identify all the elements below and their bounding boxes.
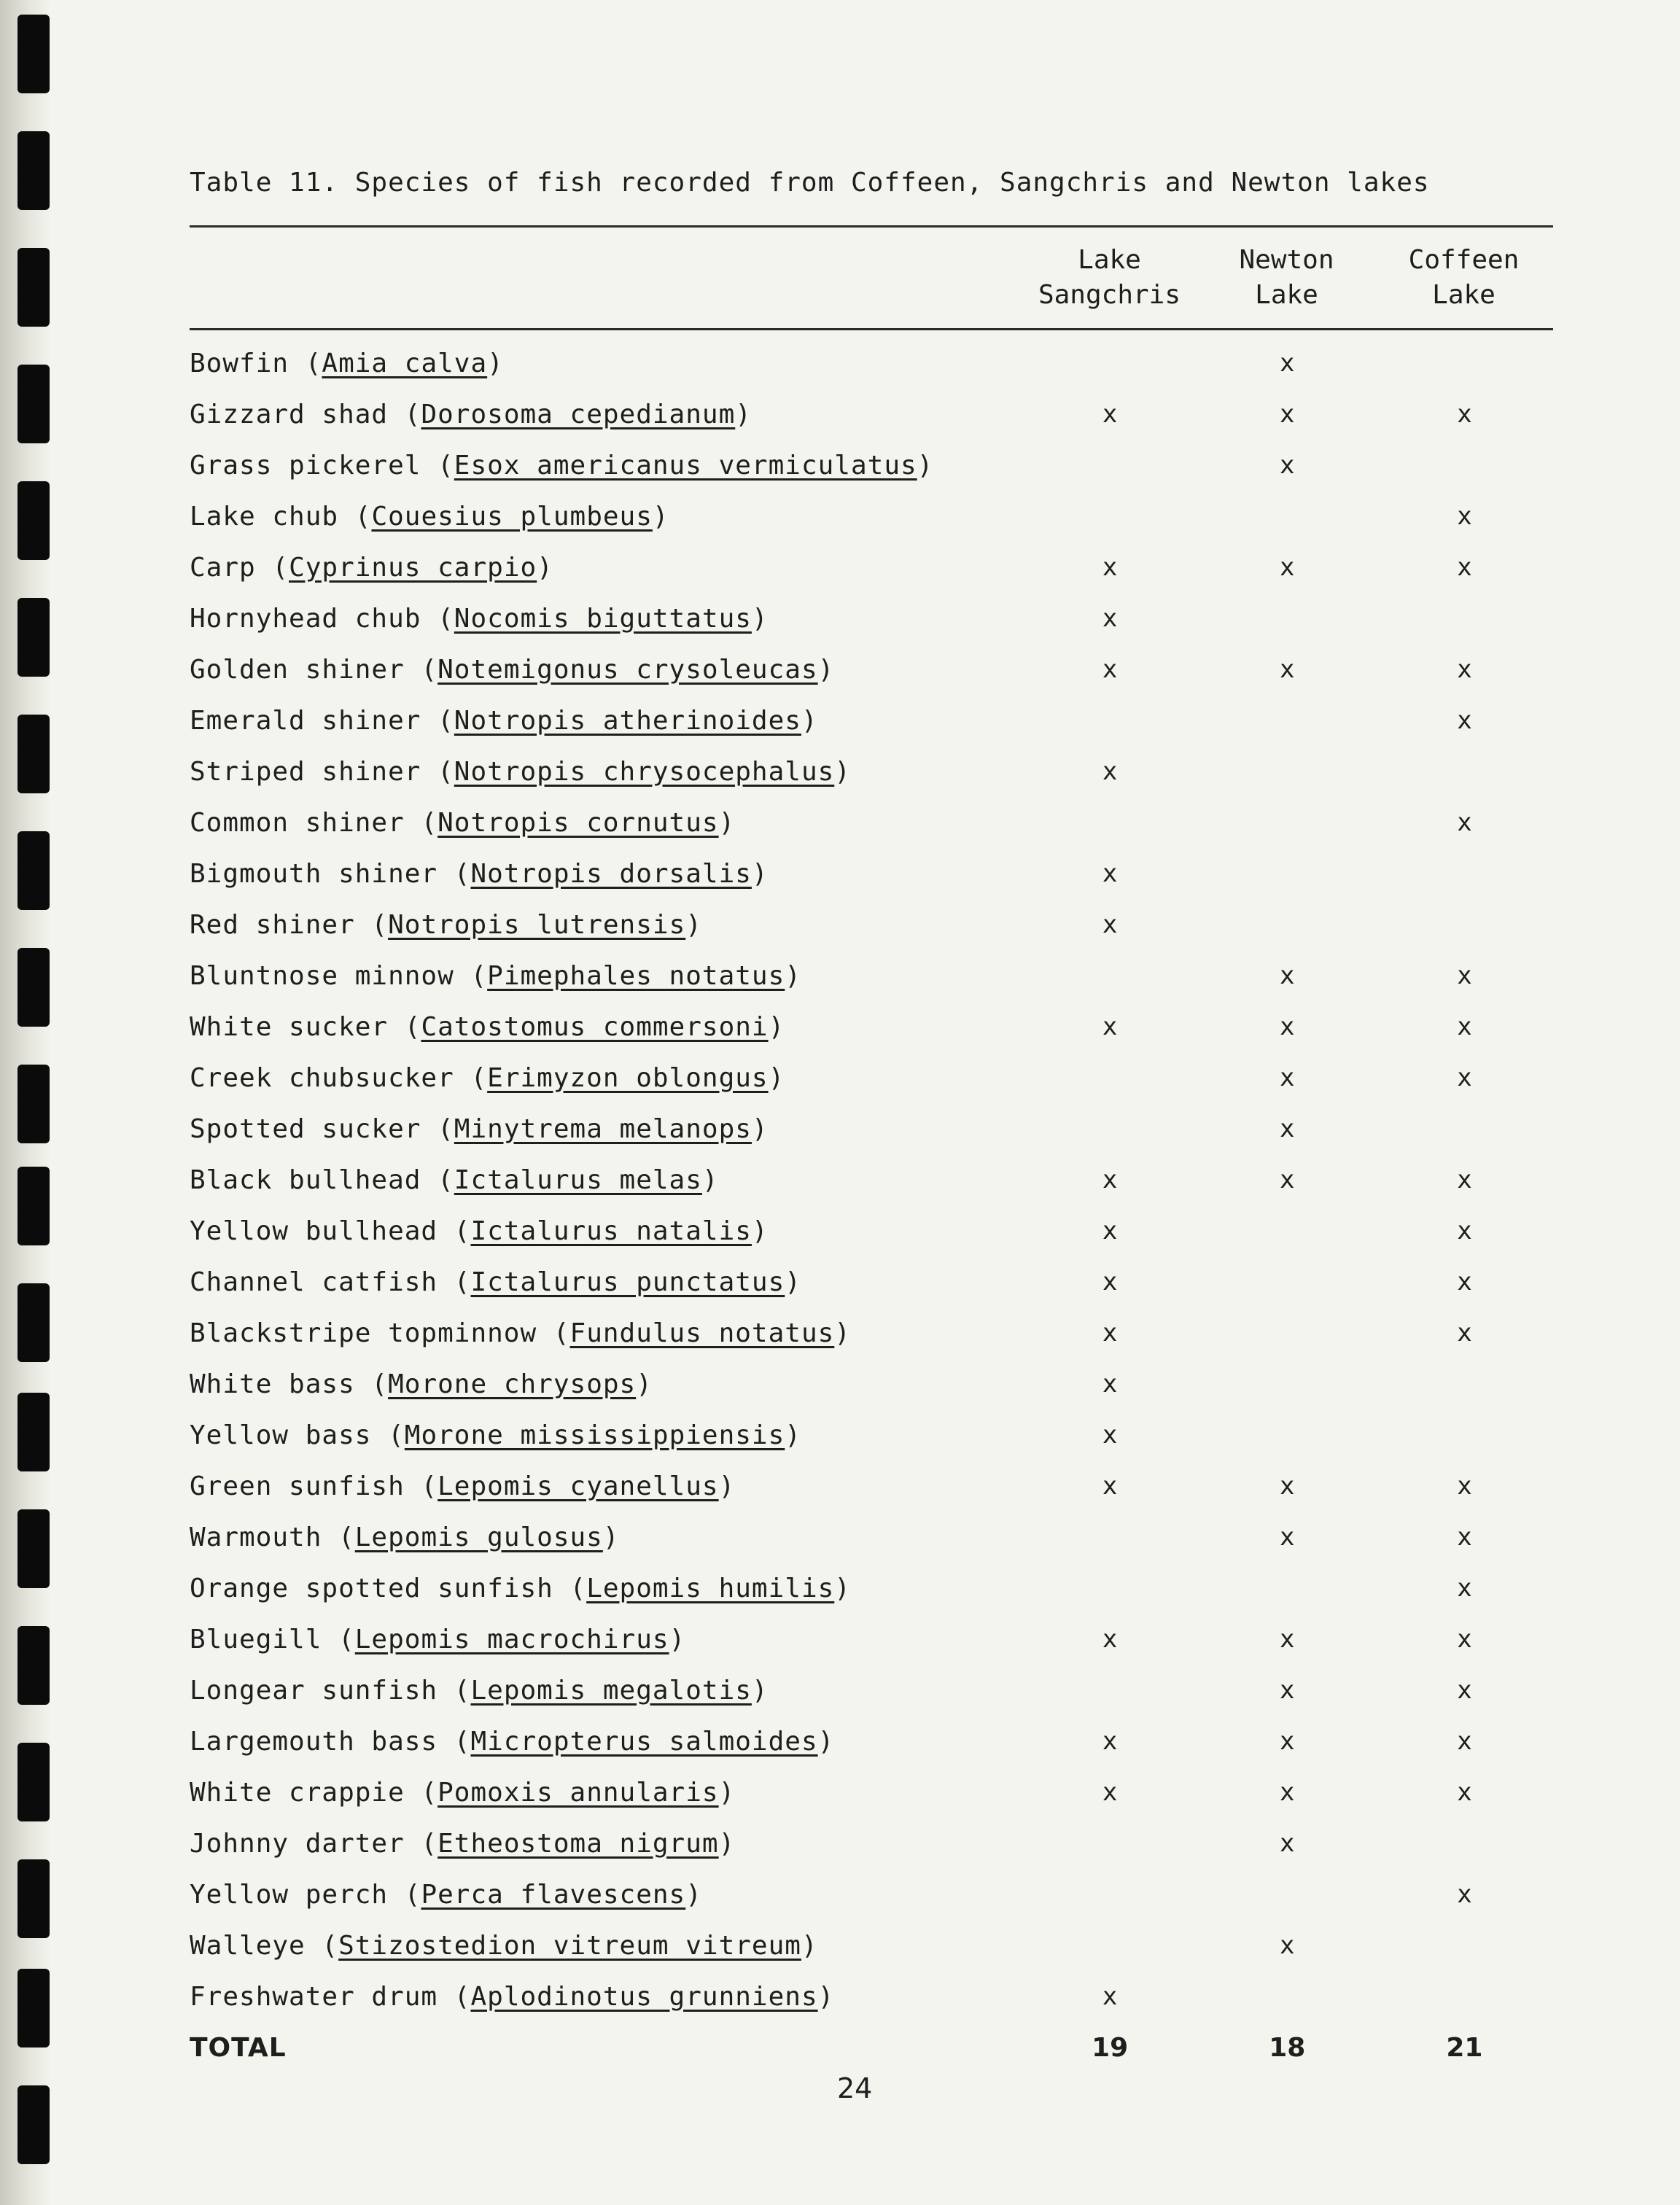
species-row — [190, 338, 1553, 389]
mark-coffeen: x — [1457, 655, 1472, 684]
species-row — [190, 1358, 1553, 1409]
mark-coffeen: x — [1457, 1574, 1472, 1603]
mark-newton — [1199, 1971, 1376, 2022]
mark-sangchris: x — [1102, 1165, 1118, 1194]
species-row — [190, 1614, 1553, 1665]
mark-coffeen: x — [1457, 1318, 1472, 1348]
mark-coffeen: x — [1457, 1778, 1472, 1807]
species-row — [190, 950, 1553, 1001]
mark-newton: x — [1280, 1165, 1295, 1194]
species-row — [190, 1665, 1553, 1716]
header-label: Sangchris — [1038, 280, 1181, 310]
scientific-name: Notropis cornutus — [438, 807, 719, 838]
header-label: Coffeen — [1408, 245, 1520, 275]
mark-newton — [1199, 1205, 1376, 1256]
mark-sangchris: x — [1102, 1267, 1118, 1296]
mark-coffeen: x — [1457, 808, 1472, 837]
mark-sangchris — [1022, 1665, 1199, 1716]
species-row — [190, 1716, 1553, 1767]
scientific-name: Morone chrysops — [388, 1369, 637, 1399]
mark-newton: x — [1280, 1625, 1295, 1654]
binding-hole — [18, 15, 50, 93]
scientific-name: Micropterus salmoides — [470, 1726, 818, 1757]
mark-newton: x — [1280, 655, 1295, 684]
binding-hole — [18, 2085, 50, 2164]
binding-hole — [18, 1859, 50, 1938]
mark-sangchris — [1022, 1920, 1199, 1971]
scientific-name: Notropis lutrensis — [388, 909, 686, 940]
scientific-name: Perca flavescens — [421, 1879, 686, 1910]
species-row — [190, 1920, 1553, 1971]
scientific-name: Erimyzon oblongus — [487, 1062, 769, 1093]
scientific-name: Pomoxis annularis — [438, 1777, 719, 1808]
mark-newton — [1199, 848, 1376, 899]
mark-coffeen — [1376, 593, 1553, 644]
header-label: Lake — [1078, 245, 1141, 275]
common-name: Carp — [190, 552, 256, 583]
mark-sangchris: x — [1102, 1471, 1118, 1501]
total-coffeen: 21 — [1446, 2032, 1483, 2063]
species-row — [190, 1001, 1553, 1052]
mark-sangchris — [1022, 1818, 1199, 1869]
mark-coffeen: x — [1457, 502, 1472, 531]
table-header — [190, 228, 1553, 328]
species-row — [190, 1563, 1553, 1614]
species-name: Bluntnose minnow (Pimephales notatus) — [190, 960, 801, 991]
binding-hole — [18, 1283, 50, 1362]
mark-coffeen: x — [1457, 1471, 1472, 1501]
binding-hole — [18, 715, 50, 793]
mark-newton — [1199, 1563, 1376, 1614]
species-row — [190, 491, 1553, 542]
mark-newton: x — [1280, 553, 1295, 582]
total-sangchris: 19 — [1092, 2032, 1129, 2063]
scientific-name: Stizostedion vitreum vitreum — [338, 1930, 801, 1961]
binding-hole — [18, 1509, 50, 1588]
mark-sangchris — [1022, 797, 1199, 848]
mark-sangchris — [1022, 950, 1199, 1001]
mark-sangchris: x — [1102, 1420, 1118, 1450]
total-newton: 18 — [1269, 2032, 1306, 2063]
common-name: Bluegill — [190, 1624, 322, 1654]
scientific-name: Cyprinus carpio — [289, 552, 537, 583]
common-name: Yellow bullhead — [190, 1216, 438, 1246]
common-name: Blackstripe topminnow — [190, 1318, 537, 1348]
mark-sangchris: x — [1102, 910, 1118, 939]
species-name: Warmouth (Lepomis gulosus) — [190, 1522, 620, 1552]
scientific-name: Nocomis biguttatus — [454, 603, 752, 634]
common-name: Bowfin — [190, 348, 289, 378]
mark-coffeen: x — [1457, 1727, 1472, 1756]
common-name: White bass — [190, 1369, 355, 1399]
mark-newton: x — [1280, 961, 1295, 990]
common-name: Johnny darter — [190, 1828, 405, 1859]
species-name: Lake chub (Couesius plumbeus) — [190, 501, 669, 532]
mark-newton — [1199, 1256, 1376, 1307]
mark-coffeen: x — [1457, 400, 1472, 429]
header-sangchris — [1021, 243, 1198, 313]
header-label: Newton — [1239, 245, 1334, 275]
binding-hole — [18, 948, 50, 1027]
binding-hole — [18, 365, 50, 443]
table-title: Table 11. Species of fish recorded from Coffeen, Sangchris and Newton lakes — [190, 168, 1430, 198]
species-name: Bluegill (Lepomis macrochirus) — [190, 1624, 686, 1654]
header-coffeen — [1375, 243, 1552, 313]
scientific-name: Ictalurus natalis — [470, 1216, 752, 1246]
mark-coffeen: x — [1457, 961, 1472, 990]
mark-sangchris: x — [1102, 553, 1118, 582]
species-name: Hornyhead chub (Nocomis biguttatus) — [190, 603, 769, 634]
species-row — [190, 440, 1553, 491]
header-newton — [1198, 243, 1375, 313]
species-row — [190, 1767, 1553, 1818]
binding-hole — [18, 248, 50, 327]
binding-hole — [18, 1065, 50, 1143]
mark-coffeen — [1376, 746, 1553, 797]
species-name: Channel catfish (Ictalurus punctatus) — [190, 1267, 801, 1297]
species-row — [190, 899, 1553, 950]
common-name: White crappie — [190, 1777, 405, 1808]
binding-hole — [18, 1626, 50, 1705]
species-name: Common shiner (Notropis cornutus) — [190, 807, 736, 838]
species-row — [190, 1256, 1553, 1307]
species-name: Black bullhead (Ictalurus melas) — [190, 1164, 719, 1195]
species-name: Walleye (Stizostedion vitreum vitreum) — [190, 1930, 818, 1961]
mark-coffeen — [1376, 1358, 1553, 1409]
species-row — [190, 644, 1553, 695]
binding-hole — [18, 1969, 50, 2048]
mark-newton — [1199, 1358, 1376, 1409]
binding-hole — [18, 1393, 50, 1471]
species-name: Creek chubsucker (Erimyzon oblongus) — [190, 1062, 785, 1093]
mark-newton: x — [1280, 1676, 1295, 1705]
common-name: Walleye — [190, 1930, 306, 1961]
species-name: Largemouth bass (Micropterus salmoides) — [190, 1726, 835, 1757]
scientific-name: Couesius plumbeus — [371, 501, 653, 532]
scientific-name: Lepomis humilis — [586, 1573, 835, 1603]
mark-coffeen: x — [1457, 1063, 1472, 1092]
scientific-name: Aplodinotus grunniens — [470, 1981, 818, 2012]
mark-sangchris — [1022, 338, 1199, 389]
scientific-name: Catostomus commersoni — [421, 1011, 769, 1042]
header-label: Lake — [1255, 280, 1318, 310]
mark-newton: x — [1280, 1114, 1295, 1143]
species-name: Freshwater drum (Aplodinotus grunniens) — [190, 1981, 835, 2012]
common-name: Golden shiner — [190, 654, 405, 685]
species-name: Bigmouth shiner (Notropis dorsalis) — [190, 858, 769, 889]
mark-coffeen — [1376, 899, 1553, 950]
header-rule — [190, 328, 1553, 330]
mark-coffeen — [1376, 1971, 1553, 2022]
mark-newton: x — [1280, 451, 1295, 480]
total-row — [190, 2022, 1553, 2073]
mark-newton: x — [1280, 1522, 1295, 1552]
common-name: Gizzard shad — [190, 399, 389, 429]
mark-sangchris — [1022, 695, 1199, 746]
mark-newton: x — [1280, 1778, 1295, 1807]
mark-sangchris — [1022, 1103, 1199, 1154]
species-row — [190, 1818, 1553, 1869]
species-name: Golden shiner (Notemigonus crysoleucas) — [190, 654, 835, 685]
mark-coffeen: x — [1457, 706, 1472, 735]
common-name: Black bullhead — [190, 1164, 421, 1195]
scientific-name: Ictalurus punctatus — [470, 1267, 785, 1297]
mark-sangchris: x — [1102, 1318, 1118, 1348]
species-name: White sucker (Catostomus commersoni) — [190, 1011, 785, 1042]
species-row — [190, 746, 1553, 797]
scientific-name: Fundulus notatus — [569, 1318, 835, 1348]
scientific-name: Lepomis gulosus — [354, 1522, 603, 1552]
common-name: Creek chubsucker — [190, 1062, 454, 1093]
common-name: Red shiner — [190, 909, 355, 940]
common-name: Largemouth bass — [190, 1726, 438, 1757]
header-label: Lake — [1432, 280, 1496, 310]
species-name: Grass pickerel (Esox americanus vermiculatus) — [190, 450, 934, 481]
species-name: Orange spotted sunfish (Lepomis humilis) — [190, 1573, 851, 1603]
common-name: Yellow perch — [190, 1879, 389, 1910]
species-name: Longear sunfish (Lepomis megalotis) — [190, 1675, 769, 1706]
mark-sangchris: x — [1102, 1012, 1118, 1041]
mark-coffeen: x — [1457, 1216, 1472, 1245]
common-name: Orange spotted sunfish — [190, 1573, 553, 1603]
mark-sangchris: x — [1102, 1778, 1118, 1807]
mark-sangchris: x — [1102, 655, 1118, 684]
species-row — [190, 1154, 1553, 1205]
species-name: Gizzard shad (Dorosoma cepedianum) — [190, 399, 752, 429]
mark-newton: x — [1280, 1931, 1295, 1960]
common-name: Lake chub — [190, 501, 339, 532]
species-name: Spotted sucker (Minytrema melanops) — [190, 1113, 769, 1144]
mark-newton: x — [1280, 1063, 1295, 1092]
mark-newton: x — [1280, 1012, 1295, 1041]
scientific-name: Amia calva — [322, 348, 488, 378]
common-name: White sucker — [190, 1011, 389, 1042]
mark-coffeen: x — [1457, 553, 1472, 582]
common-name: Striped shiner — [190, 756, 421, 787]
scientific-name: Notropis atherinoides — [454, 705, 801, 736]
mark-coffeen: x — [1457, 1522, 1472, 1552]
common-name: Hornyhead chub — [190, 603, 421, 634]
mark-newton — [1199, 899, 1376, 950]
page-number: 24 — [837, 2072, 873, 2104]
species-name: Green sunfish (Lepomis cyanellus) — [190, 1471, 736, 1501]
scientific-name: Notemigonus crysoleucas — [438, 654, 818, 685]
species-name: Yellow perch (Perca flavescens) — [190, 1879, 702, 1910]
common-name: Spotted sucker — [190, 1113, 421, 1144]
scientific-name: Lepomis cyanellus — [438, 1471, 719, 1501]
scientific-name: Morone mississippiensis — [404, 1420, 785, 1450]
mark-newton — [1199, 593, 1376, 644]
mark-sangchris — [1022, 1512, 1199, 1563]
binding-hole — [18, 598, 50, 677]
binding-hole — [18, 1167, 50, 1245]
scientific-name: Dorosoma cepedianum — [421, 399, 736, 429]
mark-coffeen — [1376, 1920, 1553, 1971]
mark-coffeen: x — [1457, 1625, 1472, 1654]
mark-coffeen — [1376, 1103, 1553, 1154]
species-name: Yellow bass (Morone mississippiensis) — [190, 1420, 801, 1450]
mark-newton — [1199, 746, 1376, 797]
mark-sangchris — [1022, 491, 1199, 542]
mark-sangchris — [1022, 1052, 1199, 1103]
mark-newton — [1199, 1869, 1376, 1920]
species-row — [190, 1971, 1553, 2022]
mark-sangchris: x — [1102, 1727, 1118, 1756]
species-name: Red shiner (Notropis lutrensis) — [190, 909, 702, 940]
common-name: Common shiner — [190, 807, 405, 838]
mark-newton — [1199, 797, 1376, 848]
binding-hole — [18, 1743, 50, 1821]
common-name: Bigmouth shiner — [190, 858, 438, 889]
mark-coffeen: x — [1457, 1676, 1472, 1705]
mark-sangchris: x — [1102, 400, 1118, 429]
mark-sangchris: x — [1102, 604, 1118, 633]
mark-coffeen — [1376, 1409, 1553, 1461]
mark-newton — [1199, 1409, 1376, 1461]
species-name: Johnny darter (Etheostoma nigrum) — [190, 1828, 736, 1859]
mark-coffeen — [1376, 440, 1553, 491]
common-name: Grass pickerel — [190, 450, 421, 481]
species-row — [190, 797, 1553, 848]
binding-hole — [18, 131, 50, 210]
mark-sangchris: x — [1102, 1982, 1118, 2011]
mark-coffeen: x — [1457, 1880, 1472, 1909]
common-name: Emerald shiner — [190, 705, 421, 736]
mark-newton — [1199, 491, 1376, 542]
common-name: Warmouth — [190, 1522, 322, 1552]
mark-newton: x — [1280, 1727, 1295, 1756]
species-row — [190, 848, 1553, 899]
species-name: Carp (Cyprinus carpio) — [190, 552, 553, 583]
scientific-name: Notropis chrysocephalus — [454, 756, 835, 787]
mark-newton: x — [1280, 400, 1295, 429]
species-name: Striped shiner (Notropis chrysocephalus) — [190, 756, 851, 787]
species-name: Yellow bullhead (Ictalurus natalis) — [190, 1216, 769, 1246]
species-row — [190, 542, 1553, 593]
species-row — [190, 1409, 1553, 1461]
scientific-name: Lepomis megalotis — [470, 1675, 752, 1706]
mark-newton: x — [1280, 1471, 1295, 1501]
mark-sangchris: x — [1102, 757, 1118, 786]
mark-sangchris — [1022, 440, 1199, 491]
species-row — [190, 389, 1553, 440]
species-row — [190, 593, 1553, 644]
species-row — [190, 1307, 1553, 1358]
mark-newton — [1199, 1307, 1376, 1358]
mark-sangchris: x — [1102, 1369, 1118, 1399]
mark-sangchris: x — [1102, 1625, 1118, 1654]
scientific-name: Lepomis macrochirus — [354, 1624, 669, 1654]
scientific-name: Minytrema melanops — [454, 1113, 752, 1144]
scientific-name: Ictalurus melas — [454, 1164, 702, 1195]
species-name: Blackstripe topminnow (Fundulus notatus) — [190, 1318, 851, 1348]
common-name: Green sunfish — [190, 1471, 405, 1501]
mark-coffeen — [1376, 848, 1553, 899]
common-name: Channel catfish — [190, 1267, 438, 1297]
scientific-name: Pimephales notatus — [487, 960, 785, 991]
scientific-name: Etheostoma nigrum — [438, 1828, 719, 1859]
species-row — [190, 1205, 1553, 1256]
mark-coffeen: x — [1457, 1267, 1472, 1296]
species-row — [190, 1461, 1553, 1512]
species-name: Bowfin (Amia calva) — [190, 348, 504, 378]
common-name: Freshwater drum — [190, 1981, 438, 2012]
mark-newton: x — [1280, 349, 1295, 378]
mark-newton — [1199, 695, 1376, 746]
mark-sangchris — [1022, 1869, 1199, 1920]
mark-sangchris: x — [1102, 1216, 1118, 1245]
mark-newton: x — [1280, 1829, 1295, 1858]
species-name: White crappie (Pomoxis annularis) — [190, 1777, 736, 1808]
species-name: Emerald shiner (Notropis atherinoides) — [190, 705, 818, 736]
document-page — [190, 168, 1553, 2073]
species-table — [190, 338, 1553, 2073]
mark-coffeen — [1376, 1818, 1553, 1869]
binding-hole — [18, 481, 50, 560]
common-name: Yellow bass — [190, 1420, 372, 1450]
mark-sangchris — [1022, 1563, 1199, 1614]
common-name: Bluntnose minnow — [190, 960, 454, 991]
species-row — [190, 1103, 1553, 1154]
binding-hole — [18, 831, 50, 910]
species-row — [190, 1052, 1553, 1103]
species-row — [190, 1869, 1553, 1920]
common-name: Longear sunfish — [190, 1675, 438, 1706]
mark-coffeen — [1376, 338, 1553, 389]
scientific-name: Esox americanus vermiculatus — [454, 450, 917, 481]
species-row — [190, 695, 1553, 746]
scientific-name: Notropis dorsalis — [470, 858, 752, 889]
mark-coffeen: x — [1457, 1012, 1472, 1041]
species-row — [190, 1512, 1553, 1563]
mark-coffeen: x — [1457, 1165, 1472, 1194]
total-label: TOTAL — [190, 2032, 287, 2063]
species-name: White bass (Morone chrysops) — [190, 1369, 653, 1399]
mark-sangchris: x — [1102, 859, 1118, 888]
